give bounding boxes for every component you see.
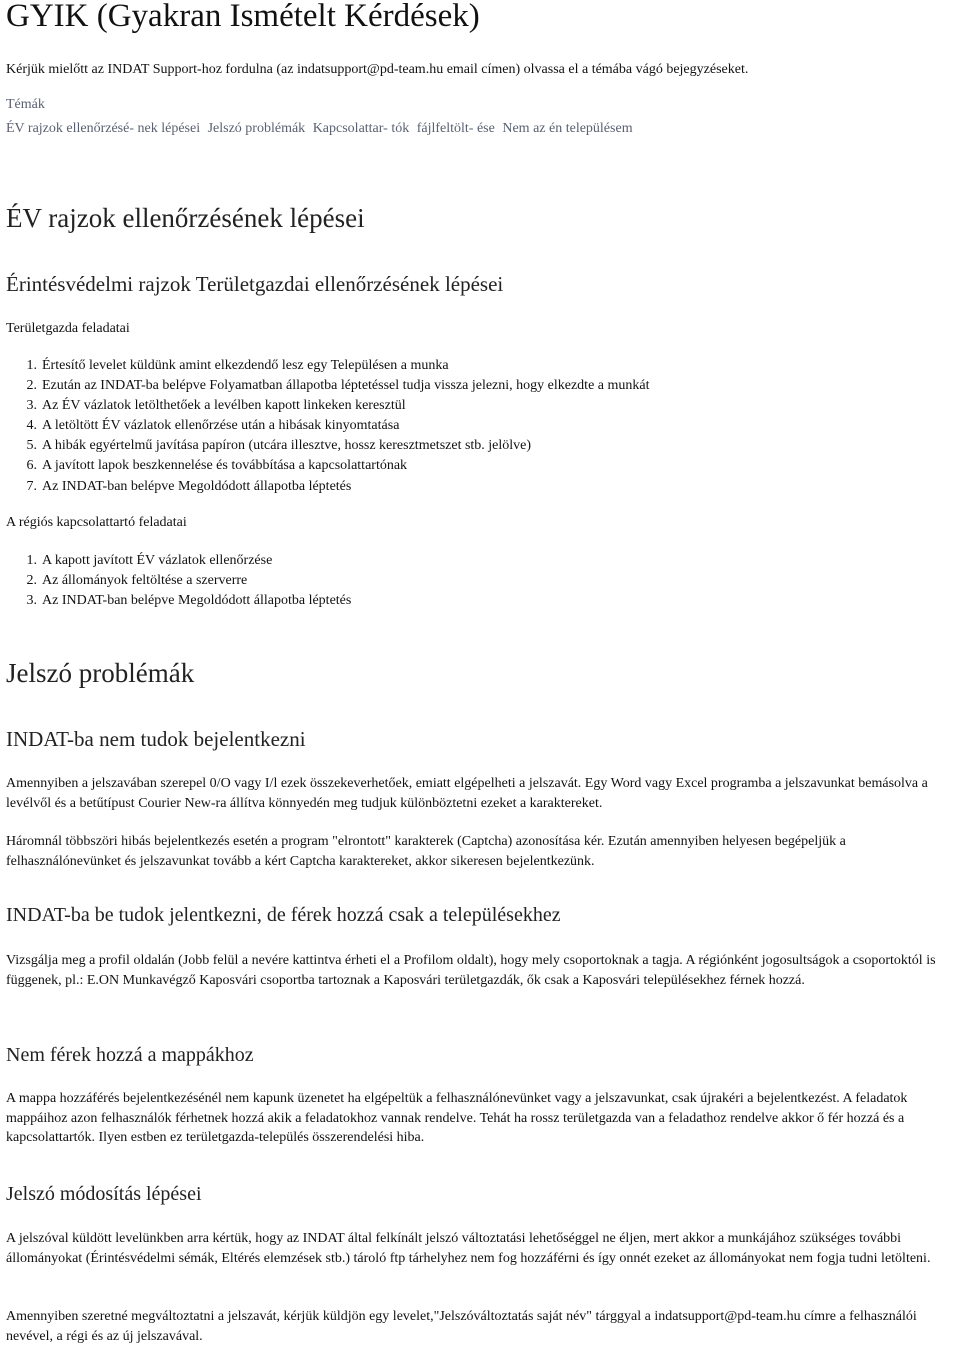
topic-link-kapcsolattartok[interactable]: Kapcsolattar- tók — [312, 121, 410, 136]
paragraph: Vizsgálja meg a profil oldalán (Jobb felül a nevére kattintva érheti el a Profilom oldalt), hogy mely csoportoknak a tagja. A régiónként jogosultságok a csoportoktól is függenek, pl.: E.ON Munkavégző Kaposvári csoportba tartoznak a Kaposvári területgazdák, ők csak a Kaposvári településekhez férnek hozzá. — [6, 953, 936, 988]
list-item: 5. A hibák egyértelmű javítása papíron (utcára illesztve, hossz keresztmetszet stb. jelölve) — [26, 438, 532, 454]
list-item: 2. Ezután az INDAT-ba belépve Folyamatban állapotba léptetéssel tudja vissza jelezni, hogy elkezdte a munkát — [26, 378, 650, 394]
section-heading-ev-rajzok: ÉV rajzok ellenőrzésének lépései — [6, 203, 365, 233]
section-subheading-erintesvedelmi: Érintésvédelmi rajzok Területgazdai ellenőrzésének lépései — [6, 272, 504, 296]
subheading-jelszo-modositas: Jelszó módosítás lépései — [6, 1183, 202, 1205]
list-item: 2. Az állományok feltöltése a szerverre — [26, 573, 248, 589]
topic-link-jelszo[interactable]: Jelszó problémák — [207, 121, 306, 136]
list-item: 3. Az ÉV vázlatok letölthetőek a levélben kapott linkeken keresztül — [26, 398, 406, 414]
topic-link-nem-az-en[interactable]: Nem az én településem — [502, 121, 633, 136]
intro-text: Kérjük mielőtt az INDAT Support-hoz fordulna (az indatsupport@pd-team.hu email címen) olvassa el a témába vágó bejegyzéseket. — [6, 62, 749, 77]
topics-nav — [6, 121, 637, 137]
topic-link-ev-rajzok[interactable]: ÉV rajzok ellenőrzésé- nek lépései — [6, 121, 201, 136]
paragraph: Háromnál többszöri hibás bejelentkezés esetén a program "elrontott" karakterek (Captcha) azonosítása kér. Ezután amennyiben helyesen begépeljük a felhasználónevünket és jelszavunkat tovább a kért Captcha karaktereket, akkor sikeresen bejelentkezünk. — [6, 834, 846, 869]
list-item: 1. A kapott javított ÉV vázlatok ellenőrzése — [26, 553, 273, 568]
steps-list-teruletgazda — [6, 356, 650, 497]
group-label-kapcsolattarto: A régiós kapcsolattartó feladatai — [6, 515, 187, 530]
list-item: 7. Az INDAT-ban belépve Megoldódott állapotba léptetés — [26, 478, 352, 494]
list-item: 1. Értesítő levelet küldünk amint elkezdendő lesz egy Településen a munka — [26, 358, 449, 373]
subheading-be-tudok-jelentkezni: INDAT-ba be tudok jelentkezni, de férek hozzá csak a településekhez — [6, 904, 561, 926]
list-item: 4. A letöltött ÉV vázlatok ellenőrzése után a hibásak kinyomtatása — [26, 418, 400, 434]
list-item: 6. A javított lapok beszkennelése és továbbítása a kapcsolattartónak — [26, 458, 408, 474]
subheading-nem-ferek-hozza: Nem férek hozzá a mappákhoz — [6, 1044, 254, 1066]
steps-list-kapcsolattarto — [6, 551, 351, 611]
subheading-nem-tudok-bejelentkezni: INDAT-ba nem tudok bejelentkezni — [6, 727, 306, 751]
paragraph: Amennyiben a jelszavában szerepel 0/O vagy I/l ezek összekeverhetőek, emiatt elgépelheti a jelszavát. Egy Word vagy Excel programba a jelszavunkat bemásolva a levélvől és a betűtípust Courier New-ra állítva könnyedén meg tudjuk különböztetni ezeket a karaktereket. — [6, 776, 928, 811]
group-label-teruletgazda: Területgazda feladatai — [6, 321, 130, 336]
topics-label: Témák — [6, 97, 45, 112]
paragraph: A mappa hozzáférés bejelentkezésénél nem kapunk üzenetet ha elgépeltük a felhasználónevünket vagy a jelszavunkat, csak újrakéri a bejelentkezést. A feladatok mappáihoz azon felhasználók férhetnek hozzá akik a feladatokhoz vannak rendelve. Tehát ha rossz területgazda van a feladathoz rendelve akkor ő fér hozzá és a kapcsolattartók. Ilyen estben ez területgazda-település összerendelési hiba. — [6, 1091, 908, 1146]
page-title: GYIK (Gyakran Ismételt Kérdések) — [6, 0, 480, 34]
list-item: 3. Az INDAT-ban belépve Megoldódott állapotba léptetés — [26, 593, 352, 609]
paragraph: Amennyiben szeretné megváltoztatni a jelszavát, kérjük küldjön egy levelet,"Jelszóváltoztatás saját név" tárggyal a indatsupport@pd-team.hu címre a felhasználói nevével, a régi és az új jelszavával. — [6, 1309, 917, 1344]
topic-link-fajlfeltoltes[interactable]: fájlfeltölt- ése — [416, 121, 495, 136]
section-heading-jelszo: Jelszó problémák — [6, 658, 195, 688]
paragraph: A jelszóval küldött levelünkben arra kértük, hogy az INDAT által felkínált jelszó változtatási lehetőséggel ne éljen, mert akkor a munkájához szükséges további állományokat (Érintésvédelmi sémák, Eltérés elemzések stb.) tároló ftp tárhelyhez nem fog hozzáférni és így onnét ezeket az állományokat nem fogja tudni letölteni. — [6, 1231, 931, 1266]
